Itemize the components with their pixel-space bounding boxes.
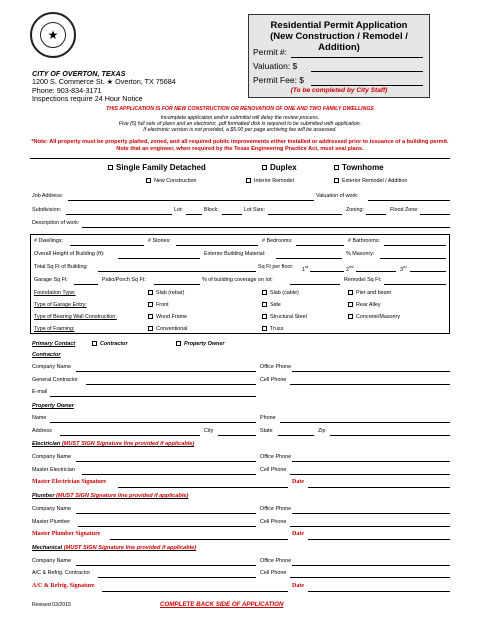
revision-date: Revised 03/2015: [32, 602, 71, 608]
garage-sqft-label: Garage Sq Ft:: [34, 277, 68, 283]
city-seal: [30, 12, 76, 58]
floor-1-field[interactable]: [310, 271, 344, 272]
description-field[interactable]: [82, 227, 450, 228]
remodel-sqft-label: Remodel Sq Ft:: [344, 277, 382, 283]
opt-label: Front: [156, 302, 169, 308]
elec-date-label: Date: [292, 479, 304, 485]
plumb-signature-field[interactable]: [110, 539, 288, 540]
owner-state-field[interactable]: [278, 435, 314, 436]
sqft-floor-label: Sq Ft per floor:: [258, 264, 294, 270]
plumb-date-field[interactable]: [308, 539, 450, 540]
office-phone-label: Office Phone: [260, 364, 292, 370]
zoning-field[interactable]: [366, 214, 386, 215]
owner-zip-field[interactable]: [330, 435, 450, 436]
elec-company-label: Company Name: [32, 454, 71, 460]
checkbox-icon: [348, 290, 353, 295]
plumb-company-label: Company Name: [32, 506, 71, 512]
checkbox-icon: [334, 178, 339, 183]
opt-slab-cable[interactable]: [262, 290, 299, 296]
checkbox-icon: [92, 341, 97, 346]
scope-interior-label: Interior Remodel: [254, 178, 294, 184]
opt-wood-frame[interactable]: [148, 314, 187, 320]
checkbox-icon: [108, 165, 113, 170]
primary-contractor-option[interactable]: [92, 341, 128, 347]
elec-company-field[interactable]: [76, 461, 256, 462]
opt-label: Slab (cable): [270, 290, 299, 296]
application-scope: THIS APPLICATION IS FOR NEW CONSTRUCTION OR RENOVATION OF ONE AND TWO FAMILY DWELLINGS: [106, 106, 374, 112]
mech-company-field[interactable]: [76, 565, 256, 566]
opt-label: Rear Alley: [356, 302, 381, 308]
checkbox-icon: [146, 178, 151, 183]
permit-fee-field[interactable]: [311, 85, 423, 86]
floor-3-label: [400, 264, 407, 273]
floor-3-field[interactable]: [410, 271, 446, 272]
ac-contractor-field[interactable]: [98, 577, 256, 578]
checkbox-icon: [262, 290, 267, 295]
divider: [30, 158, 450, 159]
plumb-company-field[interactable]: [76, 513, 256, 514]
block-field[interactable]: [222, 214, 242, 215]
lot-label: Lot:: [174, 207, 183, 213]
plumber-heading: [32, 493, 188, 499]
opt-pier-beam[interactable]: [348, 290, 391, 296]
opt-conventional[interactable]: [148, 326, 187, 332]
mechanical-title: Mechanical: [32, 545, 63, 551]
form-title-line2: (New Construction / Remodel / Addition): [270, 31, 408, 53]
type-single-label: Single Family Detached: [116, 163, 206, 172]
height-field[interactable]: [118, 258, 200, 259]
option-label: Contractor: [100, 341, 128, 347]
lot-size-label: Lot Size:: [244, 207, 265, 213]
electrician-note: (MUST SIGN Signature line provided if applicable): [61, 441, 195, 447]
zoning-label: Zoning:: [346, 207, 364, 213]
type-duplex-label: Duplex: [270, 163, 297, 172]
bedrooms-field[interactable]: [296, 245, 344, 246]
floor-2-num: 2: [346, 266, 349, 273]
foundation-label: Foundation Type:: [34, 290, 76, 296]
checkbox-icon: [148, 326, 153, 331]
ac-contractor-label: A/C & Refrig. Contractor: [32, 570, 91, 576]
opt-label: Wood Frame: [156, 314, 188, 320]
type-duplex[interactable]: [262, 163, 297, 172]
flood-zone-label: Flood Zone:: [390, 207, 419, 213]
height-label: Overall Height of Building (ft):: [34, 251, 105, 257]
primary-contact-label: Primary Contact: [32, 341, 76, 347]
city-phone: Phone: 903-834-3171: [32, 85, 102, 95]
email-field[interactable]: [50, 396, 256, 397]
stories-label: # Stories:: [148, 238, 171, 244]
plumb-cell-label: Cell Phone: [260, 519, 287, 525]
general-contractor-field[interactable]: [86, 384, 256, 385]
opt-side[interactable]: [262, 302, 281, 308]
mech-office-label: Office Phone: [260, 558, 292, 564]
mechanical-note: (MUST SIGN Signature line provided if applicable): [63, 545, 197, 551]
subdivision-field[interactable]: [66, 214, 172, 215]
ac-date-label: Date: [292, 583, 304, 589]
valuation-label: Valuation: $: [253, 61, 298, 71]
scope-new-label: New Construction: [154, 178, 197, 184]
floor-3-suffix: rd: [403, 264, 407, 269]
plumber-title: Plumber: [32, 493, 55, 499]
type-townhome[interactable]: [334, 163, 384, 172]
coverage-label: % of building coverage on lot:: [202, 277, 273, 283]
inspection-notice: Inspections require 24 Hour Notice: [32, 94, 143, 104]
electrician-title: Electrician: [32, 441, 61, 447]
masonry-label: % Masonry:: [346, 251, 375, 257]
owner-address-field[interactable]: [60, 435, 200, 436]
mech-cell-label: Cell Phone: [260, 570, 287, 576]
ac-signature-label: A/C & Refrig. Signature: [32, 583, 95, 589]
job-address-field[interactable]: [68, 200, 314, 201]
city-name: CITY OF OVERTON, TEXAS: [32, 69, 126, 78]
plumb-office-field[interactable]: [292, 513, 450, 514]
owner-city-field[interactable]: [218, 435, 256, 436]
checkbox-icon: [262, 302, 267, 307]
checkbox-icon: [262, 165, 267, 170]
bearing-wall-label: Type of Bearing Wall Construction:: [34, 314, 117, 320]
checkbox-icon: [348, 302, 353, 307]
plumb-cell-field[interactable]: [290, 526, 450, 527]
owner-state-label: State: [260, 428, 273, 434]
ext-material-label: Exterior Building Material:: [204, 251, 266, 257]
mech-cell-field[interactable]: [290, 577, 450, 578]
owner-phone-label: Phone: [260, 415, 276, 421]
form-title-line1: Residential Permit Application: [270, 20, 408, 31]
opt-label: Conventional: [156, 326, 188, 332]
remodel-sqft-field[interactable]: [384, 284, 446, 285]
plumber-note: (MUST SIGN Signature line provided if applicable): [55, 493, 189, 499]
coverage-field[interactable]: [290, 284, 340, 285]
electrician-heading: [32, 441, 194, 447]
note-line-2: Five (5) full sets of plans and an electronic .pdf formatted disk is required to be submitted with application.: [118, 121, 362, 127]
scope-exterior-remodel[interactable]: [334, 178, 407, 184]
block-label: Block:: [204, 207, 219, 213]
owner-name-label: Name: [32, 415, 47, 421]
seal-inner-ring: [40, 22, 66, 48]
opt-rear-alley[interactable]: [348, 302, 381, 308]
floor-1-label: [302, 264, 308, 273]
opt-label: Slab (rebar): [156, 290, 185, 296]
city-address: 1200 S. Commerce St. ★ Overton, TX 75684: [32, 77, 176, 87]
checkbox-icon: [176, 341, 181, 346]
checkbox-icon: [262, 314, 267, 319]
note-line-3: If electronic version is not provided, a $5.00 per page archiving fee will be assessed.: [143, 127, 337, 133]
floor-2-field[interactable]: [356, 271, 396, 272]
checkbox-icon: [148, 302, 153, 307]
type-single-family[interactable]: [108, 163, 206, 172]
mechanical-heading: [32, 545, 196, 551]
scope-interior-remodel[interactable]: [246, 178, 294, 184]
valuation-field[interactable]: [311, 71, 423, 72]
opt-label: Concrete/Masonry: [356, 314, 401, 320]
floor-1-suffix: st: [305, 264, 309, 269]
owner-heading: Property Owner: [32, 403, 74, 409]
plumb-date-label: Date: [292, 531, 304, 537]
checkbox-icon: [334, 165, 339, 170]
option-label: Property Owner: [184, 341, 225, 347]
floor-2-suffix: nd: [349, 264, 354, 269]
staff-permit-box: [248, 14, 430, 98]
ac-date-field[interactable]: [308, 591, 450, 592]
subdivision-label: Subdivision:: [32, 207, 62, 213]
owner-zip-label: Zip: [318, 428, 326, 434]
checkbox-icon: [246, 178, 251, 183]
elec-signature-label: Master Electrician Signature: [32, 479, 107, 485]
opt-label: Pier and beam: [356, 290, 392, 296]
bathrooms-label: # Bathrooms:: [348, 238, 381, 244]
ext-material-field[interactable]: [276, 258, 342, 259]
elec-signature-field[interactable]: [118, 487, 288, 488]
floor-3-num: 3: [400, 266, 403, 273]
elec-office-label: Office Phone: [260, 454, 292, 460]
staff-note: (To be completed by City Staff): [290, 87, 388, 94]
valuation-work-field[interactable]: [368, 200, 450, 201]
description-label: Description of work:: [32, 220, 80, 226]
elec-date-field[interactable]: [308, 487, 450, 488]
elec-office-field[interactable]: [292, 461, 450, 462]
checkbox-icon: [348, 314, 353, 319]
floor-1-num: 1: [302, 266, 305, 273]
permit-fee-label: Permit Fee: $: [253, 75, 305, 85]
opt-slab-rebar[interactable]: [148, 290, 184, 296]
flood-zone-field[interactable]: [420, 214, 450, 215]
owner-city-label: City: [204, 428, 214, 434]
owner-phone-field[interactable]: [280, 422, 450, 423]
opt-concrete-masonry[interactable]: [348, 314, 400, 320]
opt-label: Truss: [270, 326, 284, 332]
checkbox-icon: [148, 290, 153, 295]
back-side-notice: COMPLETE BACK SIDE OF APPLICATION: [160, 601, 284, 608]
opt-structural-steel[interactable]: [262, 314, 307, 320]
mech-company-label: Company Name: [32, 558, 71, 564]
opt-front[interactable]: [148, 302, 169, 308]
permit-number-label: Permit #:: [253, 47, 288, 57]
master-plumber-field[interactable]: [78, 526, 256, 527]
master-plumber-label: Master Plumber: [32, 519, 71, 525]
general-contractor-label: General Contractor: [32, 377, 78, 383]
cell-phone-label: Cell Phone: [260, 377, 287, 383]
owner-address-label: Address: [32, 428, 52, 434]
patio-sqft-label: Patio/Porch Sq Ft:: [102, 277, 146, 283]
elec-cell-label: Cell Phone: [260, 467, 287, 473]
floor-2-label: [346, 264, 353, 273]
valuation-work-label: Valuation of work:: [316, 193, 359, 199]
dwellings-field[interactable]: [70, 245, 144, 246]
bathrooms-field[interactable]: [384, 245, 446, 246]
elec-cell-field[interactable]: [290, 474, 450, 475]
framing-label: Type of Framing:: [34, 326, 75, 332]
garage-sqft-field[interactable]: [74, 284, 98, 285]
type-townhome-label: Townhome: [342, 163, 384, 172]
city-info: [32, 70, 176, 104]
lot-field[interactable]: [186, 214, 202, 215]
mech-office-field[interactable]: [292, 565, 450, 566]
master-electrician-field[interactable]: [82, 474, 256, 475]
checkbox-icon: [148, 314, 153, 319]
bedrooms-label: # Bedrooms:: [262, 238, 293, 244]
checkbox-icon: [262, 326, 267, 331]
contractor-heading: Contractor: [32, 352, 61, 358]
note-line-1: Incomplete application and/or submittal will delay the review process.: [160, 115, 320, 121]
permit-number-field[interactable]: [291, 57, 423, 58]
company-name-label: Company Name: [32, 364, 71, 370]
stories-field[interactable]: [176, 245, 258, 246]
plumb-office-label: Office Phone: [260, 506, 292, 512]
ac-signature-field[interactable]: [102, 591, 288, 592]
masonry-field[interactable]: [380, 258, 446, 259]
master-electrician-label: Master Electrician: [32, 467, 75, 473]
opt-truss[interactable]: [262, 326, 283, 332]
platting-notice: *Note: All property must be properly platted, zoned, and all required public improvements either installed or addressed prior to issuance of a building permit. Note that an engineer, when required by the Texas Engineering Practice Act, must seal plans.: [31, 139, 449, 152]
primary-owner-option[interactable]: [176, 341, 224, 347]
total-sqft-label: Total Sq Ft of Building:: [34, 264, 88, 270]
scope-exterior-label: Exterior Remodel / Addition: [342, 178, 408, 184]
opt-label: Structural Steel: [270, 314, 307, 320]
owner-name-field[interactable]: [50, 422, 256, 423]
plumb-signature-label: Master Plumber Signature: [32, 531, 101, 537]
total-sqft-field[interactable]: [98, 271, 256, 272]
garage-entry-label: Type of Garage Entry:: [34, 302, 87, 308]
lot-size-field[interactable]: [268, 214, 342, 215]
patio-sqft-field[interactable]: [154, 284, 200, 285]
contractor-office-field[interactable]: [292, 371, 450, 372]
scope-new-construction[interactable]: [146, 178, 197, 184]
job-address-label: Job Address:: [32, 193, 64, 199]
opt-label: Side: [270, 302, 281, 308]
dwellings-label: # Dwellings:: [34, 238, 64, 244]
contractor-company-field[interactable]: [76, 371, 256, 372]
email-label: E-mail: [32, 389, 48, 395]
star-icon: ★: [47, 28, 59, 42]
contractor-cell-field[interactable]: [290, 384, 450, 385]
